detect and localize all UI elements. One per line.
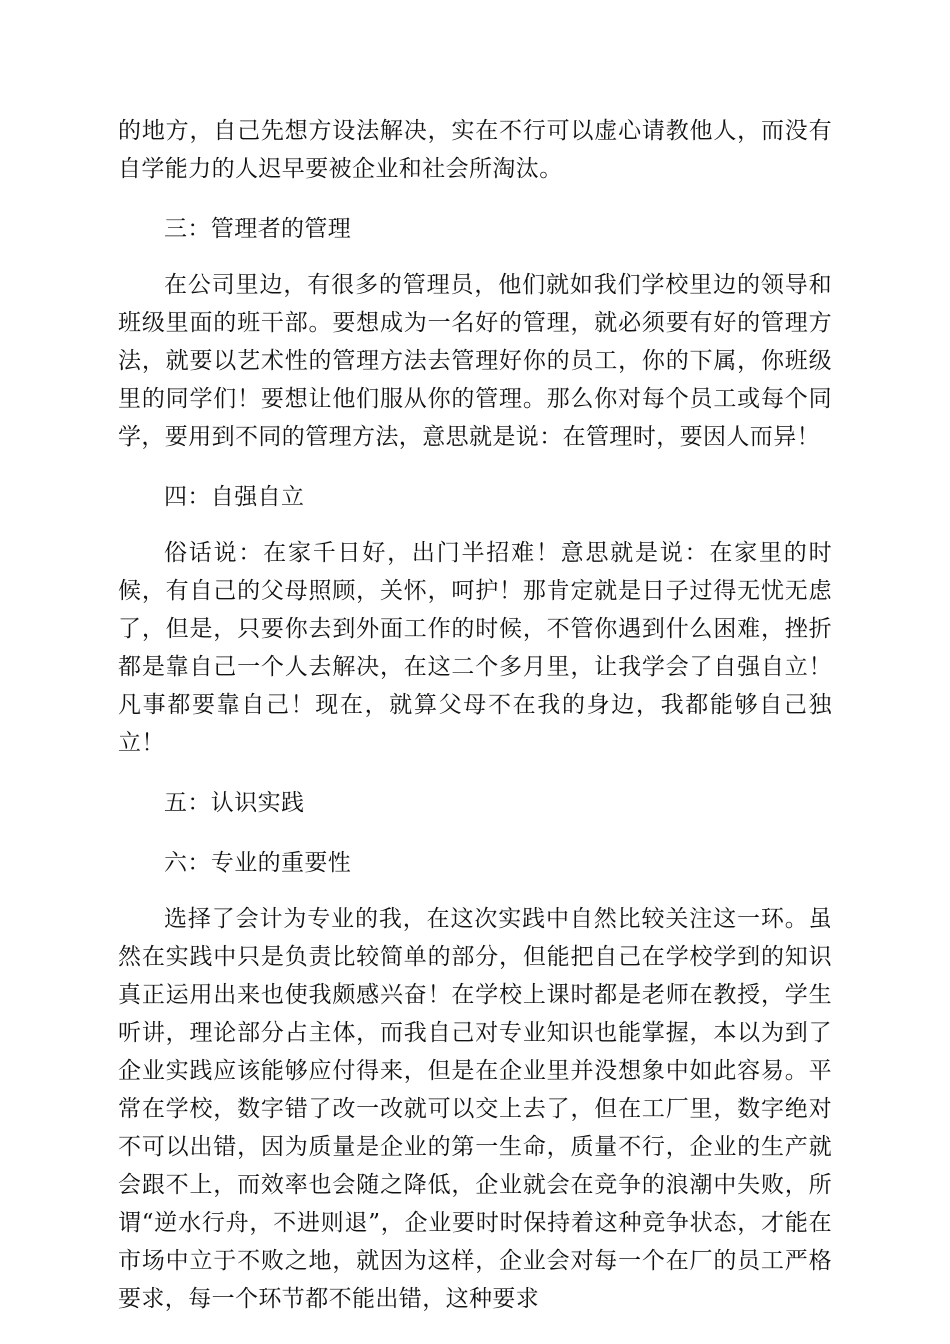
paragraph-major-importance: 选择了会计为专业的我，在这次实践中自然比较关注这一环。虽然在实践中只是负责比较简单的部分，但能把自己在学校学到的知识真正运用出来也使我颇感兴奋！在学校上课时都是老师在教授，学生听讲，理论部分占主体，而我自己对专业知识也能掌握，本以为到了企业实践应该能够应付得来，但是在企业里并没想象中如此容易。平常在学校，数字错了改一改就可以交上去了，但在工厂里，数字绝对不可以出错，因为质量是企业的第一生命，质量不行，企业的生产就会跟不上，而效率也会随之降低，企业就会在竞争的浪潮中失败，所谓“逆水行舟，不进则退”，企业要时时保持着这种竞争状态，才能在市场中立于不败之地，就因为这样，企业会对每一个在厂的员工严格要求，每一个环节都不能出错，这种要求 xyxy=(118,906,832,1312)
paragraph-management: 在公司里边，有很多的管理员，他们就如我们学校里边的领导和班级里面的班干部。要想成为一名好的管理，就必须要有好的管理方法，就要以艺术性的管理方法去管理好你的员工，你的下属，你班级里的同学们！要想让他们服从你的管理。那么你对每个员工或每个同学，要用到不同的管理方法，意思就是说：在管理时，要因人而异！ xyxy=(118,272,832,450)
heading-section-5: 五：认识实践 xyxy=(164,790,305,816)
heading-section-6: 六：专业的重要性 xyxy=(164,850,352,876)
paragraph-self-reliance: 俗话说：在家千日好，出门半招难！意思就是说：在家里的时候，有自己的父母照顾，关怀，呵护！那肯定就是日子过得无忧无虑了，但是，只要你去到外面工作的时候，不管你遇到什么困难，挫折都是靠自己一个人去解决，在这二个多月里，让我学会了自强自立！凡事都要靠自己！现在，就算父母不在我的身边，我都能够自己独立！ xyxy=(118,540,832,756)
document-page xyxy=(118,112,832,1318)
paragraph-self-study-end: 的地方，自己先想方设法解决，实在不行可以虚心请教他人，而没有自学能力的人迟早要被企业和社会所淘汰。 xyxy=(118,118,832,182)
heading-section-3: 三：管理者的管理 xyxy=(164,216,352,242)
heading-section-4: 四：自强自立 xyxy=(164,484,305,510)
